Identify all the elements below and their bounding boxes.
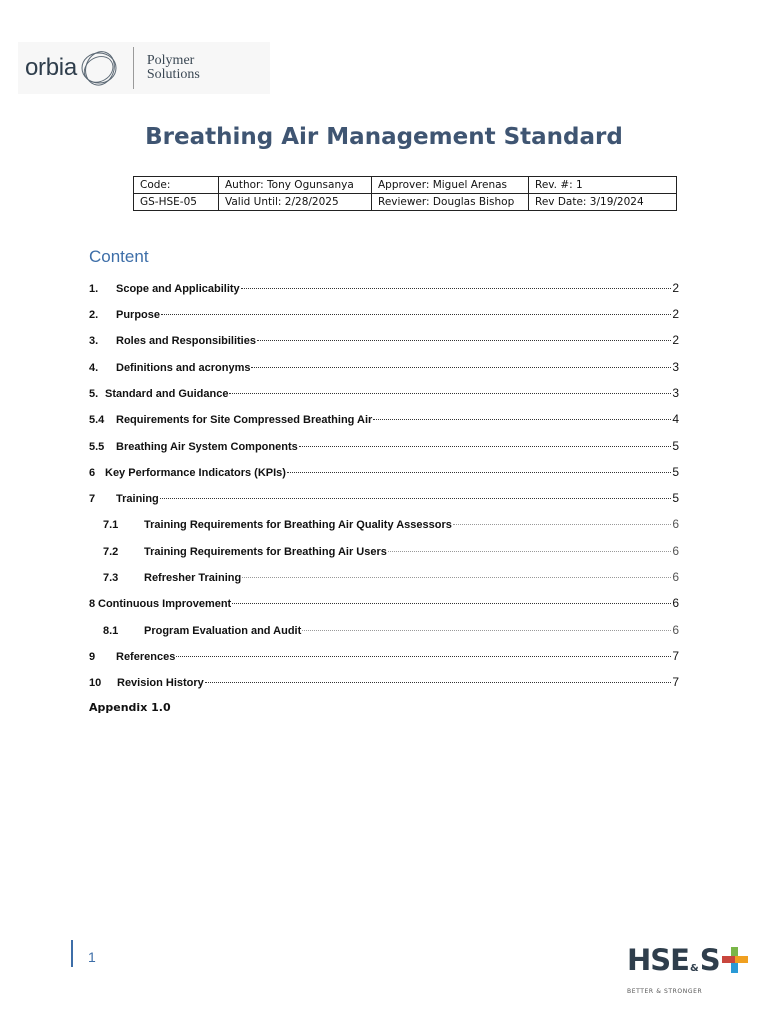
toc-entry-title: Breathing Air System Components — [116, 441, 298, 453]
toc-entry-title: Training Requirements for Breathing Air Users — [144, 546, 387, 558]
toc-entry-title: Standard and Guidance — [105, 388, 229, 400]
toc-entry-title: Training — [116, 493, 159, 505]
toc-entry-page: 6 — [672, 596, 679, 610]
logo-divider — [133, 47, 134, 89]
plus-icon — [722, 947, 747, 973]
toc-leader — [453, 524, 671, 525]
toc-entry-number: 5.5 — [89, 441, 105, 453]
meta-cell: Author: Tony Ogunsanya — [219, 177, 372, 194]
toc-entry-number: 8.1 — [103, 625, 119, 637]
hse-s: S — [699, 943, 720, 977]
toc-entry[interactable] — [89, 465, 679, 479]
meta-cell: Rev. #: 1 — [529, 177, 677, 194]
hse-logo — [627, 945, 747, 995]
toc-entry[interactable] — [89, 596, 679, 610]
toc-entry-title: Continuous Improvement — [98, 598, 232, 610]
toc-leader — [302, 630, 671, 631]
toc-entry-title: Requirements for Site Compressed Breathing Air — [116, 414, 373, 426]
toc-leader — [241, 288, 672, 289]
meta-row — [134, 194, 677, 211]
toc-leader — [299, 446, 672, 447]
toc-entry[interactable] — [89, 439, 679, 453]
toc-entry-title: Roles and Responsibilities — [116, 335, 256, 347]
toc-entry-page: 5 — [672, 439, 679, 453]
toc-entry-number: 7 — [89, 493, 96, 505]
toc-leader — [229, 393, 671, 394]
toc-entry-page: 7 — [672, 649, 679, 663]
toc-entry-number: 10 — [89, 677, 102, 689]
toc-leader — [160, 498, 672, 499]
toc-entry-page: 2 — [672, 307, 679, 321]
toc-leader — [257, 340, 671, 341]
meta-cell: Approver: Miguel Arenas — [372, 177, 529, 194]
toc-entry-page: 6 — [672, 517, 679, 531]
toc-entry-page: 2 — [672, 281, 679, 295]
toc-entry-number: 6 — [89, 467, 96, 479]
toc-entry-number: 8 — [89, 598, 96, 610]
meta-row — [134, 177, 677, 194]
toc-entry-page: 4 — [672, 412, 679, 426]
toc-entry[interactable] — [89, 412, 679, 426]
toc-entry-number: 1. — [89, 283, 99, 295]
toc-entry[interactable] — [89, 491, 679, 505]
meta-cell: Valid Until: 2/28/2025 — [219, 194, 372, 211]
toc-entry[interactable] — [89, 360, 679, 374]
toc-entry-title: Program Evaluation and Audit — [144, 625, 302, 637]
toc-entry[interactable] — [89, 307, 679, 321]
toc-leader — [205, 682, 672, 683]
toc-entry-page: 6 — [672, 544, 679, 558]
toc-entry[interactable] — [89, 333, 679, 347]
toc-entry-number: 9 — [89, 651, 96, 663]
toc-entry-page: 3 — [672, 360, 679, 374]
toc-entry-title: Definitions and acronyms — [116, 362, 251, 374]
toc-leader — [161, 314, 671, 315]
toc-heading: Content — [89, 247, 149, 266]
toc-entry-page: 5 — [672, 465, 679, 479]
toc-entry-title: Purpose — [116, 309, 161, 321]
orbia-logo — [18, 42, 270, 94]
toc-entry-page: 6 — [672, 570, 679, 584]
toc-entry-number: 2. — [89, 309, 99, 321]
toc-subentry[interactable] — [103, 623, 679, 637]
toc-leader — [373, 419, 671, 420]
toc-subentry[interactable] — [103, 517, 679, 531]
hse-amp: & — [689, 963, 699, 974]
toc-leader — [388, 551, 671, 552]
brand-name: orbia — [25, 54, 77, 81]
toc-entry-number: 7.3 — [103, 572, 119, 584]
toc-entry[interactable] — [89, 649, 679, 663]
division-line-2: Solutions — [146, 67, 200, 82]
division-line-1: Polymer — [146, 53, 195, 68]
toc-entry-page: 5 — [672, 491, 679, 505]
toc-entry-page: 3 — [672, 386, 679, 400]
toc-leader — [251, 367, 671, 368]
document-meta-table — [133, 176, 677, 211]
meta-cell: Reviewer: Douglas Bishop — [372, 194, 529, 211]
document-title: Breathing Air Management Standard — [145, 124, 623, 150]
toc-entry[interactable] — [89, 386, 679, 400]
toc-entry-title: References — [116, 651, 176, 663]
division-name — [147, 54, 200, 82]
toc-entry-number: 4. — [89, 362, 99, 374]
toc-leader — [232, 603, 671, 604]
toc-entry-title: Scope and Applicability — [116, 283, 240, 295]
toc-subentry[interactable] — [103, 570, 679, 584]
toc-subentry[interactable] — [103, 544, 679, 558]
meta-cell: Code: — [134, 177, 219, 194]
toc-leader — [287, 472, 671, 473]
toc-leader — [176, 656, 671, 657]
toc-entry-title: Refresher Training — [144, 572, 242, 584]
page-number: 1 — [88, 949, 96, 965]
toc-leader — [242, 577, 671, 578]
footer-accent-bar — [71, 940, 73, 967]
toc-entry-number: 5. — [89, 388, 99, 400]
toc-entry-number: 7.2 — [103, 546, 119, 558]
toc-entry-title: Key Performance Indicators (KPIs) — [105, 467, 286, 479]
toc-entry-number: 5.4 — [89, 414, 105, 426]
hse-wordmark — [627, 945, 747, 984]
hse-tagline: BETTER & STRONGER — [627, 988, 703, 995]
meta-cell: GS-HSE-05 — [134, 194, 219, 211]
toc-entry-number: 3. — [89, 335, 99, 347]
toc-entry-title: Revision History — [117, 677, 204, 689]
toc-entry[interactable] — [89, 281, 679, 295]
toc-entry[interactable] — [89, 675, 679, 689]
toc-entry-page: 2 — [672, 333, 679, 347]
toc-entry-number: 7.1 — [103, 519, 119, 531]
meta-cell: Rev Date: 3/19/2024 — [529, 194, 677, 211]
toc-entry-page: 7 — [672, 675, 679, 689]
orbia-rings-icon — [79, 48, 119, 88]
toc-entry-page: 6 — [672, 623, 679, 637]
toc-entry-title: Training Requirements for Breathing Air Quality Assessors — [144, 519, 452, 531]
appendix-label[interactable]: Appendix 1.0 — [89, 701, 171, 714]
hse-text: HSE — [627, 943, 689, 977]
